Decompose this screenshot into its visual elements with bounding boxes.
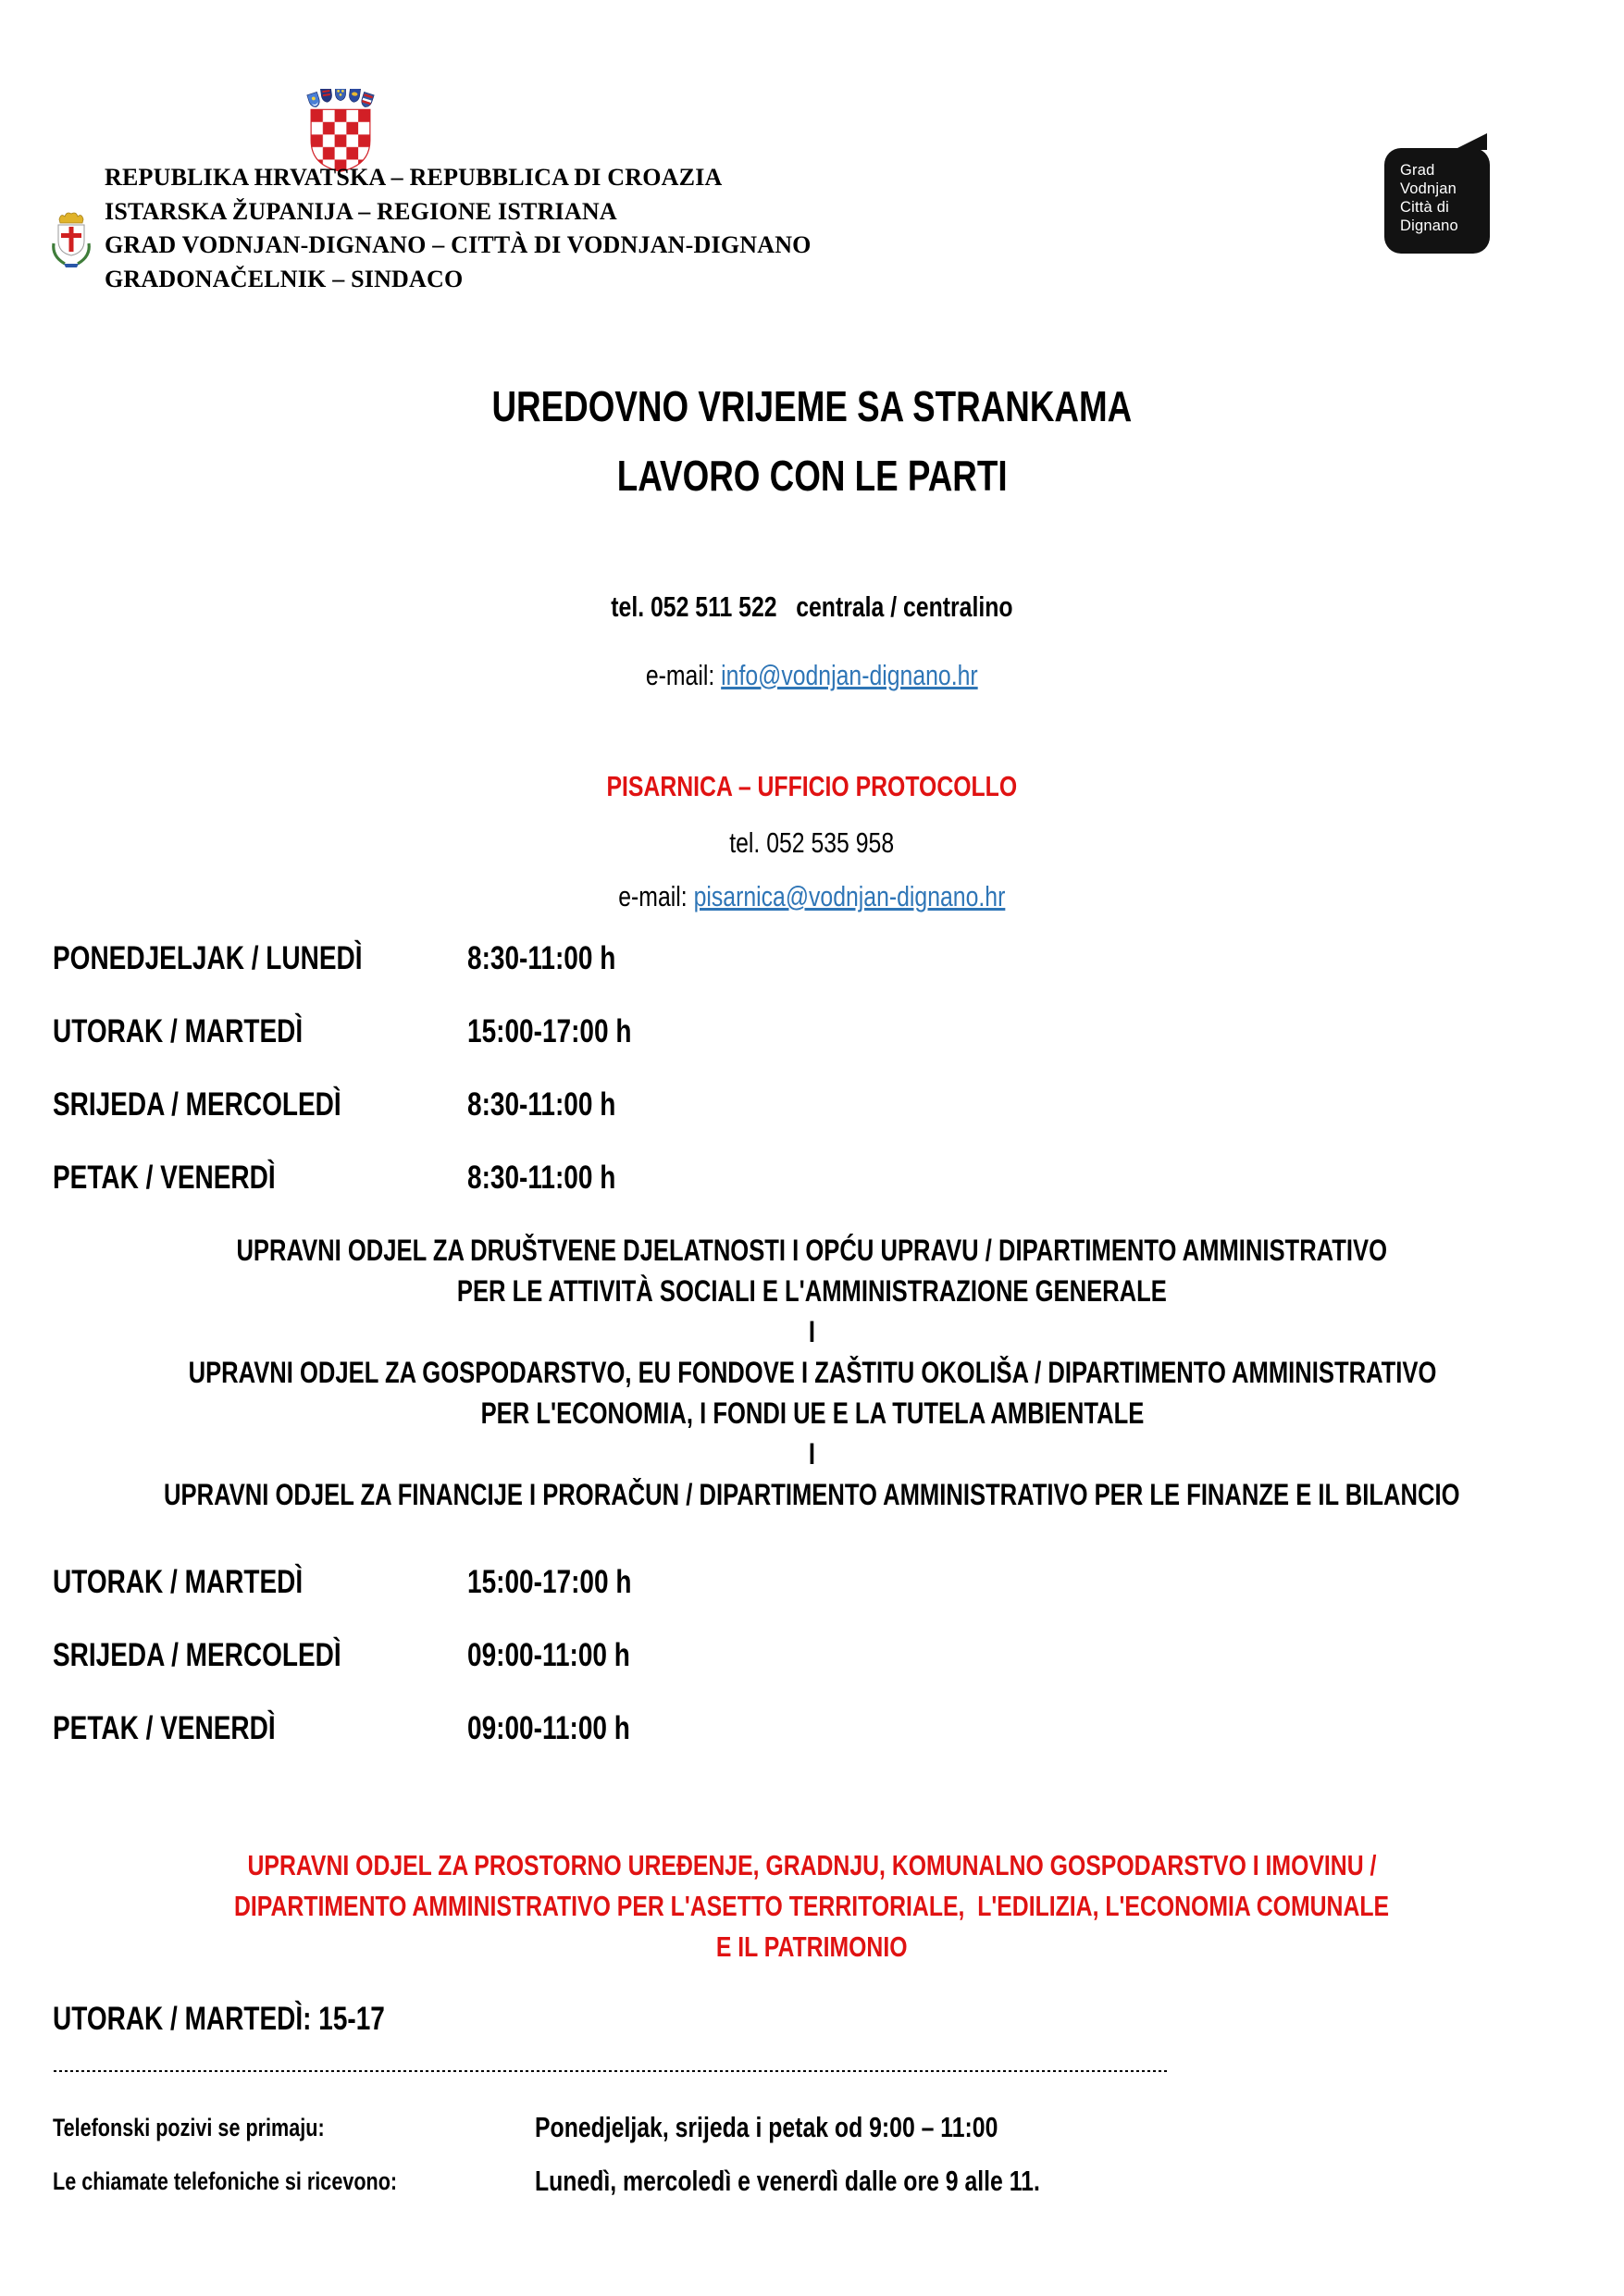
day-label: PETAK / VENERDÌ	[53, 1710, 276, 1746]
footer-label: Le chiamate telefoniche si ricevono:	[53, 2167, 398, 2195]
time-value: 8:30-11:00 h	[467, 1160, 616, 1196]
page-title-hr: UREDOVNO VRIJEME SA STRANKAMA	[491, 382, 1133, 430]
department-line: UPRAVNI ODJEL ZA FINANCIJE I PRORAČUN / DIPARTIMENTO AMMINISTRATIVO PER LE FINANZE E IL BILANCIO	[164, 1478, 1460, 1511]
day-label: PETAK / VENERDÌ	[53, 1160, 276, 1196]
logo-line: Vodnjan	[1400, 180, 1457, 197]
pisarnica-email-link[interactable]: pisarnica@vodnjan-dignano.hr	[693, 880, 1006, 912]
email-info	[0, 659, 1624, 692]
time-value: 8:30-11:00 h	[467, 1086, 616, 1123]
email-label: e-mail:	[646, 659, 722, 691]
header-line-mayor: GRADONAČELNIK – SINDACO	[105, 265, 464, 292]
city-logo	[1384, 148, 1490, 254]
department-line: UPRAVNI ODJEL ZA GOSPODARSTVO, EU FONDOVE I ZAŠTITU OKOLIŠA / DIPARTIMENTO AMMINISTRATIVO	[188, 1356, 1436, 1389]
email-info-link[interactable]: info@vodnjan-dignano.hr	[721, 659, 978, 691]
logo-line: Dignano	[1400, 217, 1458, 234]
day-label: PONEDJELJAK / LUNEDÌ	[53, 940, 363, 976]
header-line-region: ISTARSKA ŽUPANIJA – REGIONE ISTRIANA	[105, 197, 617, 225]
pisarnica-phone: tel. 052 535 958	[729, 826, 895, 859]
day-label: SRIJEDA / MERCOLEDÌ	[53, 1086, 341, 1123]
department-separator: I	[808, 1315, 816, 1348]
city-crest-icon	[48, 210, 94, 271]
department-line: PER L'ECONOMIA, I FONDI UE E LA TUTELA AMBIENTALE	[480, 1396, 1144, 1430]
footer-value: Lunedì, mercoledì e venerdì dalle ore 9 alle 11.	[535, 2165, 1040, 2197]
schedule1-row	[0, 1086, 1624, 1129]
schedule1-row	[0, 940, 1624, 983]
header-line-country: REPUBLIKA HRVATSKA – REPUBBLICA DI CROAZIA	[105, 164, 723, 191]
pisarnica-email	[0, 880, 1624, 913]
logo-line: Città di	[1400, 199, 1449, 216]
day-label: UTORAK / MARTEDÌ	[53, 1564, 304, 1600]
pisarnica-title: PISARNICA – UFFICIO PROTOCOLLO	[606, 770, 1018, 802]
time-value: 09:00-11:00 h	[467, 1710, 630, 1746]
logo-line: Grad	[1400, 162, 1435, 179]
schedule1-row	[0, 1013, 1624, 1056]
department-line: PER LE ATTIVITÀ SOCIALI E L'AMMINISTRAZIONE GENERALE	[456, 1274, 1167, 1308]
day-label: SRIJEDA / MERCOLEDÌ	[53, 1637, 341, 1673]
footer-value: Ponedjeljak, srijeda i petak od 9:00 – 11:00	[535, 2111, 998, 2143]
schedule2-row	[0, 1637, 1624, 1680]
red-department-line: UPRAVNI ODJEL ZA PROSTORNO UREĐENJE, GRADNJU, KOMUNALNO GOSPODARSTVO I IMOVINU /	[247, 1849, 1377, 1881]
footer-row	[0, 2167, 1624, 2208]
time-value: 8:30-11:00 h	[467, 940, 616, 976]
time-value: 15:00-17:00 h	[467, 1564, 632, 1600]
header-line-city: GRAD VODNJAN-DIGNANO – CITTÀ DI VODNJAN-DIGNANO	[105, 231, 812, 258]
day-label: UTORAK / MARTEDÌ	[53, 1013, 304, 1049]
red-department-line: DIPARTIMENTO AMMINISTRATIVO PER L'ASETTO TERRITORIALE, L'EDILIZIA, L'ECONOMIA COMUNALE	[234, 1890, 1390, 1922]
dotted-divider	[54, 2070, 1169, 2072]
department-separator: I	[808, 1437, 816, 1471]
header-text	[105, 161, 812, 296]
department-line: UPRAVNI ODJEL ZA DRUŠTVENE DJELATNOSTI I OPĆU UPRAVU / DIPARTIMENTO AMMINISTRATIVO	[236, 1234, 1388, 1267]
time-value: 09:00-11:00 h	[467, 1637, 630, 1673]
phone-central: tel. 052 511 522 centrala / centralino	[611, 590, 1013, 623]
schedule2-row	[0, 1710, 1624, 1753]
time-value: 15:00-17:00 h	[467, 1013, 632, 1049]
schedule2-row	[0, 1564, 1624, 1607]
tuesday-note: UTORAK / MARTEDÌ: 15-17	[53, 2001, 385, 2037]
page-title-it: LAVORO CON LE PARTI	[616, 452, 1008, 500]
schedule1-row	[0, 1160, 1624, 1202]
city-logo-text	[1400, 161, 1458, 235]
footer-label: Telefonski pozivi se primaju:	[53, 2114, 325, 2141]
red-department-line: E IL PATRIMONIO	[716, 1930, 908, 1963]
email-label: e-mail:	[618, 880, 694, 912]
footer-row	[0, 2111, 1624, 2154]
